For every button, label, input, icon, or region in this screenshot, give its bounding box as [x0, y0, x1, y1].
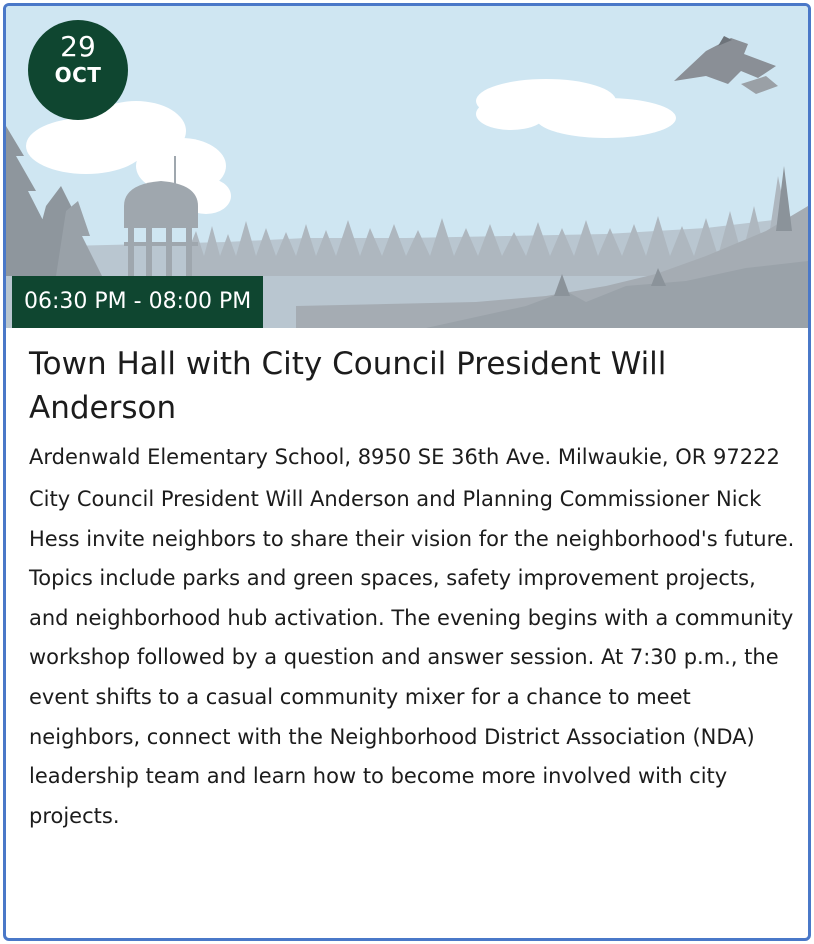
event-location: Ardenwald Elementary School, 8950 SE 36th Ave. Milwaukie, OR 97222 [29, 445, 780, 469]
event-title[interactable]: Town Hall with City Council President Will Anderson [29, 346, 667, 426]
event-details [29, 342, 799, 836]
date-badge [28, 20, 128, 120]
date-day: 29 [60, 30, 96, 63]
event-time: 06:30 PM - 08:00 PM [12, 276, 263, 328]
event-card[interactable] [3, 3, 811, 941]
event-description: City Council President Will Anderson and Planning Commissioner Nick Hess invite neighbors to share their vision for the neighborhood's future. Topics include parks and green spaces, safety improvement projects, and neighborhood hub activation. The evening begins with a community workshop followed by a question and answer session. At 7:30 p.m., the event shifts to a casual community mixer for a chance to meet neighbors, connect with the Neighborhood District Association (NDA) leadership team and learn how to become more involved with city projects. [29, 487, 795, 828]
event-banner-image [6, 6, 808, 328]
date-month: OCT [54, 63, 102, 87]
